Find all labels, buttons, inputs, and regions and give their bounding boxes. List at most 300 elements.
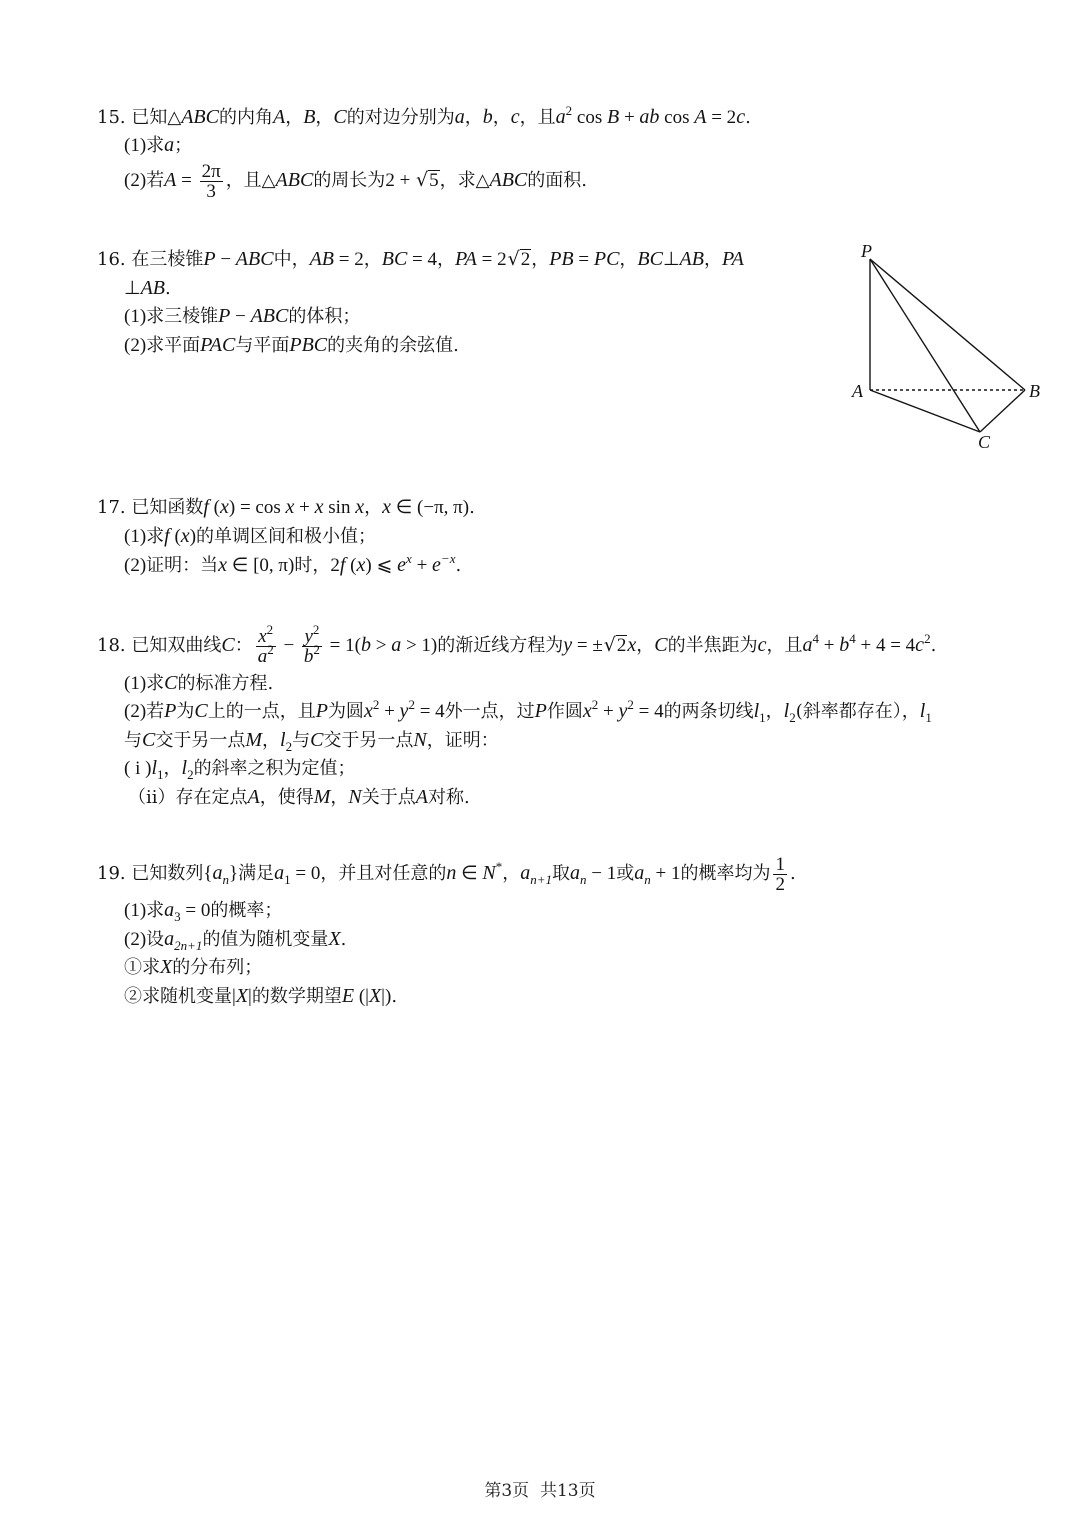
math-roman: > 1) — [401, 635, 438, 656]
math-italic: PAC — [200, 334, 236, 356]
math-italic: l — [280, 729, 286, 751]
math-italic: C — [310, 729, 324, 751]
text-run: 的面积. — [527, 170, 587, 191]
problem-19-stem — [97, 851, 796, 895]
subscript: 1 — [284, 872, 291, 887]
text-run: 求平面 — [146, 335, 201, 356]
fraction — [773, 855, 787, 894]
fraction-numerator — [773, 855, 787, 875]
math-italic: a — [802, 634, 813, 656]
math-italic: x — [220, 496, 229, 518]
text-run: 求 — [146, 900, 165, 921]
text-run: ，且 — [519, 107, 556, 128]
math-roman: (| — [354, 986, 369, 1007]
text-run: ； — [174, 135, 193, 156]
superscript: 2 — [313, 641, 320, 657]
text-run: 15. 已知△ — [97, 107, 182, 128]
math-italic: C — [221, 634, 235, 656]
math-roman: (1) — [124, 306, 147, 327]
math-italic: x — [218, 554, 228, 576]
math-italic: BC — [381, 248, 408, 270]
math-roman: + — [294, 497, 315, 518]
math-roman: ) = cos — [228, 497, 286, 518]
math-roman: = — [573, 249, 594, 270]
math-roman: (2) — [124, 701, 147, 722]
math-italic: a — [454, 106, 465, 128]
math-italic: ABC — [250, 305, 289, 327]
text-run: 作圆 — [546, 701, 583, 722]
math-roman: |) — [381, 986, 392, 1007]
text-run: 与 — [292, 730, 311, 751]
text-run: 求 — [146, 135, 165, 156]
math-italic: l — [181, 757, 188, 779]
text-run: 求 — [146, 526, 165, 547]
math-italic: E — [341, 985, 355, 1007]
text-run: 若 — [146, 170, 165, 191]
math-italic: A — [272, 106, 286, 128]
text-run: . — [930, 635, 937, 656]
superscript: 2 — [408, 697, 415, 712]
text-run: 的夹角的余弦值. — [327, 335, 459, 356]
math-italic: x — [180, 525, 190, 547]
subscript: n — [580, 872, 587, 887]
problem-16-stem — [97, 245, 744, 273]
text-run: 为圆 — [327, 701, 364, 722]
math-roman: | — [248, 986, 252, 1007]
math-italic: PC — [593, 248, 620, 270]
math-roman: − — [230, 306, 251, 327]
math-italic: e — [432, 554, 441, 576]
math-roman: ∈ [0, π) — [227, 555, 295, 576]
math-italic: a — [520, 862, 531, 884]
math-roman: cos — [659, 107, 695, 128]
problem-19-part-2 — [124, 925, 346, 953]
radical-sign: √ — [507, 248, 520, 270]
text-run: ，且△ — [225, 170, 276, 191]
math-italic: A — [247, 786, 260, 808]
text-run: 的渐近线方程为 — [437, 635, 564, 656]
math-italic: a — [164, 928, 175, 950]
vertex-label-b: B — [1029, 381, 1040, 401]
math-roman: + — [411, 555, 433, 576]
math-italic: f — [339, 554, 346, 576]
math-italic: x — [258, 625, 267, 647]
text-run: ， — [363, 249, 382, 270]
superscript: 2 — [267, 641, 274, 657]
math-roman: (1) — [124, 900, 147, 921]
text-run: ，并且对任意的 — [320, 863, 447, 884]
superscript: 2 — [627, 697, 634, 712]
math-roman: ∈ — [456, 863, 483, 884]
text-run: ， — [464, 107, 483, 128]
text-run: ， — [330, 787, 349, 808]
math-italic: y — [618, 700, 628, 722]
superscript: x — [406, 551, 412, 566]
text-run: ， — [492, 107, 511, 128]
problem-16-part-2 — [124, 331, 459, 359]
text-run: . — [455, 555, 462, 576]
problem-18-part-2-ii — [128, 783, 470, 811]
superscript: −x — [440, 551, 456, 566]
math-italic: X — [160, 956, 173, 978]
text-run: 交于另一点 — [323, 730, 414, 751]
text-run: ， — [502, 863, 521, 884]
text-run: ，使得 — [259, 787, 314, 808]
math-italic: ab — [639, 106, 660, 128]
fraction — [256, 621, 276, 667]
text-run: 17. 已知函数 — [97, 497, 204, 518]
math-italic: y — [304, 625, 313, 647]
math-italic: y — [399, 700, 409, 722]
radicand: 2 — [616, 635, 627, 656]
subscript: 1 — [925, 710, 932, 725]
math-italic: x — [363, 700, 373, 722]
problem-16-stem-continued — [124, 274, 171, 302]
problem-15-stem — [97, 103, 751, 131]
problem-16-part-1 — [124, 302, 360, 330]
text-run: ， — [315, 107, 334, 128]
vertex-label-p: P — [861, 241, 872, 261]
problem-18-part-1 — [124, 669, 273, 697]
math-italic: a — [570, 862, 581, 884]
math-italic: AB — [679, 248, 704, 270]
square-root — [508, 245, 532, 274]
problem-19-part-1 — [124, 896, 282, 924]
math-roman: | — [232, 986, 236, 1007]
math-italic: a — [391, 634, 402, 656]
text-run: 的半焦距为 — [667, 635, 758, 656]
math-roman: ) — [189, 526, 197, 547]
text-run: 满足 — [238, 863, 275, 884]
math-italic: b — [839, 634, 850, 656]
math-italic: PB — [549, 248, 574, 270]
edge-pb — [870, 259, 1025, 390]
math-roman: ( — [208, 497, 220, 518]
text-run: ， — [364, 497, 383, 518]
text-run: ， — [437, 249, 456, 270]
math-roman: − — [215, 249, 236, 270]
text-run: 交于另一点 — [155, 730, 246, 751]
math-italic: b — [482, 106, 493, 128]
math-italic: A — [415, 786, 428, 808]
problem-18-part-2-i — [124, 754, 356, 782]
math-italic: X — [368, 985, 382, 1007]
text-run: 为 — [176, 701, 195, 722]
math-roman: ) ⩽ — [365, 555, 398, 576]
math-roman: (2) — [124, 170, 147, 191]
math-roman: (1) — [124, 673, 147, 694]
math-roman: 2 + — [385, 170, 416, 191]
fraction-denominator — [200, 182, 223, 201]
superscript: 2 — [924, 631, 931, 646]
math-italic: f — [203, 496, 209, 518]
math-italic: N — [413, 729, 427, 751]
math-italic: X — [328, 928, 341, 950]
math-roman: 3 — [206, 180, 216, 202]
superscript: 4 — [849, 631, 856, 646]
math-italic: P — [534, 700, 547, 722]
math-roman: { — [203, 863, 213, 884]
fraction-numerator — [200, 162, 223, 182]
math-italic: PBC — [289, 334, 328, 356]
problem-18-part-2-continued — [124, 726, 499, 754]
fraction — [302, 621, 322, 667]
math-italic: B — [606, 106, 620, 128]
math-italic: A — [164, 169, 177, 191]
text-run: 关于点 — [361, 787, 416, 808]
text-run: ， — [262, 730, 281, 751]
text-run: 求三棱锥 — [146, 306, 219, 327]
math-roman: } — [228, 863, 239, 884]
math-italic: ABC — [235, 248, 274, 270]
square-root — [416, 158, 440, 203]
text-run: （ii）存在定点 — [128, 787, 248, 808]
text-run: 的数学期望 — [251, 986, 342, 1007]
math-roman: (2) — [124, 555, 147, 576]
text-run: 19. 已知数列 — [97, 863, 204, 884]
fraction-denominator — [256, 641, 276, 667]
text-run: . — [789, 863, 796, 884]
text-run: . — [165, 278, 171, 299]
math-italic: C — [194, 700, 208, 722]
text-run: 与平面 — [235, 335, 290, 356]
problem-19-part-2-a — [124, 953, 262, 981]
math-roman: = 4 — [414, 701, 445, 722]
math-italic: c — [736, 106, 746, 128]
math-italic: ABC — [275, 169, 314, 191]
math-italic: x — [356, 554, 366, 576]
math-roman: (1) — [124, 135, 147, 156]
problem-15-part-1 — [124, 131, 192, 159]
math-italic: x — [382, 496, 391, 518]
fraction — [200, 162, 223, 201]
subscript: 3 — [174, 909, 181, 924]
math-italic: b — [303, 645, 314, 667]
superscript: 2 — [372, 697, 380, 712]
text-run: ， — [163, 758, 182, 779]
math-italic: X — [235, 985, 249, 1007]
math-italic: c — [510, 106, 520, 128]
math-italic: P — [315, 700, 328, 722]
vertex-label-a: A — [852, 381, 863, 401]
math-roman: + — [819, 635, 840, 656]
math-roman: 2 — [330, 555, 340, 576]
math-roman: = 2 — [476, 249, 507, 270]
math-italic: N — [482, 862, 496, 884]
text-run: 的概率； — [210, 900, 283, 921]
radicand: 2 — [520, 249, 531, 270]
math-italic: c — [757, 634, 767, 656]
subscript: 2 — [789, 710, 796, 725]
math-roman: = 4 — [633, 701, 664, 722]
radicand: 5 — [429, 170, 439, 191]
math-roman: = 1( — [324, 635, 361, 656]
math-italic: x — [314, 496, 324, 518]
text-run: 的体积； — [288, 306, 361, 327]
square-root — [604, 623, 628, 668]
text-run: . — [745, 107, 751, 128]
subscript: 2n+1 — [174, 938, 203, 953]
math-roman: ∈ (−π, π) — [390, 497, 470, 518]
math-roman: + — [379, 701, 400, 722]
problem-19-part-2-b — [124, 982, 397, 1010]
vertex-label-c: C — [978, 432, 991, 452]
math-roman: ( — [345, 555, 357, 576]
text-run: 证明：当 — [146, 555, 219, 576]
math-italic: c — [915, 634, 925, 656]
math-roman: 1 — [775, 853, 785, 875]
text-run: 的斜率之积为定值； — [193, 758, 356, 779]
math-roman: = — [176, 170, 197, 191]
math-italic: a — [164, 899, 175, 921]
math-roman: ( i ) — [124, 758, 152, 779]
math-italic: n — [446, 862, 457, 884]
problem-17-part-1 — [124, 522, 376, 550]
math-italic: ABC — [489, 169, 528, 191]
text-run: ，求△ — [439, 170, 490, 191]
math-italic: l — [151, 757, 157, 779]
text-run: (斜率都存在）， — [795, 701, 920, 722]
math-italic: a — [634, 862, 645, 884]
math-italic: C — [333, 106, 347, 128]
superscript: * — [495, 859, 503, 874]
edge-pc — [870, 259, 980, 432]
text-run: 时， — [294, 555, 331, 576]
math-italic: P — [218, 305, 231, 327]
text-run: 的概率均为 — [680, 863, 771, 884]
text-run: ： — [234, 635, 253, 656]
math-roman: ⊥ — [662, 249, 680, 270]
text-run: 的两条切线 — [663, 701, 754, 722]
math-roman: + 1 — [650, 863, 681, 884]
text-run: 的标准方程. — [177, 673, 274, 694]
subscript: 1 — [157, 767, 164, 782]
math-italic: a — [212, 862, 223, 884]
subscript: 2 — [187, 767, 194, 782]
text-run: ， — [703, 249, 722, 270]
tetrahedron-figure — [845, 238, 1050, 453]
math-italic: x — [355, 496, 365, 518]
text-run: ， — [531, 249, 550, 270]
math-italic: x — [582, 700, 592, 722]
math-italic: a — [555, 106, 566, 128]
radical-sign: √ — [603, 634, 616, 656]
math-italic: M — [245, 729, 263, 751]
edge-ac — [870, 390, 980, 432]
math-italic: a — [164, 134, 175, 156]
math-roman: cos — [572, 107, 607, 128]
math-italic: C — [142, 729, 156, 751]
text-run: ， — [619, 249, 638, 270]
math-roman: sin — [323, 497, 356, 518]
math-roman: − — [278, 635, 299, 656]
math-italic: l — [783, 700, 790, 722]
text-run: 18. 已知双曲线 — [97, 635, 222, 656]
text-run: 或 — [616, 863, 635, 884]
text-run: ①求 — [124, 957, 160, 978]
page-footer: 第3页 共13页 — [484, 1481, 596, 1501]
math-roman: > — [370, 635, 392, 656]
text-run: ， — [765, 701, 784, 722]
math-italic: A — [694, 106, 707, 128]
text-run: ②求随机变量 — [124, 986, 232, 1007]
superscript: 2 — [591, 697, 599, 712]
math-roman: = 2 — [334, 249, 364, 270]
text-run: 若 — [146, 701, 165, 722]
math-italic: N — [348, 786, 362, 808]
text-run: 对称. — [427, 787, 470, 808]
math-roman: + — [598, 701, 619, 722]
superscript: 4 — [812, 631, 820, 646]
text-run: 中， — [273, 249, 310, 270]
superscript: 2 — [266, 621, 274, 637]
text-run: ， — [636, 635, 655, 656]
text-run: 的周长为 — [313, 170, 386, 191]
text-run: ，证明： — [426, 730, 499, 751]
math-italic: PA — [721, 248, 744, 270]
text-run: 的对边分别为 — [346, 107, 455, 128]
math-roman: 2 — [775, 873, 785, 895]
radical-sign: √ — [416, 169, 429, 191]
math-italic: ABC — [181, 106, 219, 128]
text-run: 上的一点，且 — [207, 701, 316, 722]
math-roman: − 1 — [586, 863, 617, 884]
math-italic: x — [285, 496, 295, 518]
math-roman: = 2 — [706, 107, 737, 128]
math-italic: AB — [309, 248, 335, 270]
math-roman: (1) — [124, 526, 147, 547]
math-roman: (2) — [124, 335, 147, 356]
superscript: 2 — [312, 621, 320, 637]
problem-18-stem — [97, 623, 936, 667]
math-italic: a — [274, 862, 285, 884]
text-run: 与 — [124, 730, 142, 751]
text-run: 的分布列； — [172, 957, 263, 978]
math-italic: BC — [637, 248, 663, 270]
text-run: 外一点，过 — [444, 701, 535, 722]
superscript: 2 — [565, 103, 573, 118]
math-italic: e — [397, 554, 407, 576]
problem-15-part-2 — [124, 158, 587, 202]
math-italic: l — [919, 700, 926, 722]
text-run: 的内角 — [218, 107, 273, 128]
math-roman: = 0 — [290, 863, 321, 884]
math-italic: x — [627, 634, 637, 656]
text-run: 求 — [146, 673, 165, 694]
math-italic: C — [164, 672, 178, 694]
math-italic: y — [563, 634, 573, 656]
text-run: . — [391, 986, 398, 1007]
math-roman: = 0 — [180, 900, 211, 921]
math-italic: f — [164, 525, 170, 547]
text-run: ，且 — [766, 635, 803, 656]
math-italic: l — [753, 700, 760, 722]
math-roman: = 4 — [407, 249, 438, 270]
math-italic: P — [203, 248, 216, 270]
math-roman: 2π — [201, 160, 221, 182]
math-italic: a — [257, 645, 268, 667]
math-italic: AB — [140, 277, 165, 299]
text-run: 的单调区间和极小值； — [196, 526, 377, 547]
math-italic: M — [313, 786, 331, 808]
text-run: ， — [285, 107, 304, 128]
subscript: n — [644, 872, 651, 887]
math-italic: B — [303, 106, 316, 128]
edge-cb — [980, 390, 1025, 432]
math-roman: ( — [169, 526, 181, 547]
math-roman: + — [619, 107, 640, 128]
math-italic: b — [360, 634, 371, 656]
